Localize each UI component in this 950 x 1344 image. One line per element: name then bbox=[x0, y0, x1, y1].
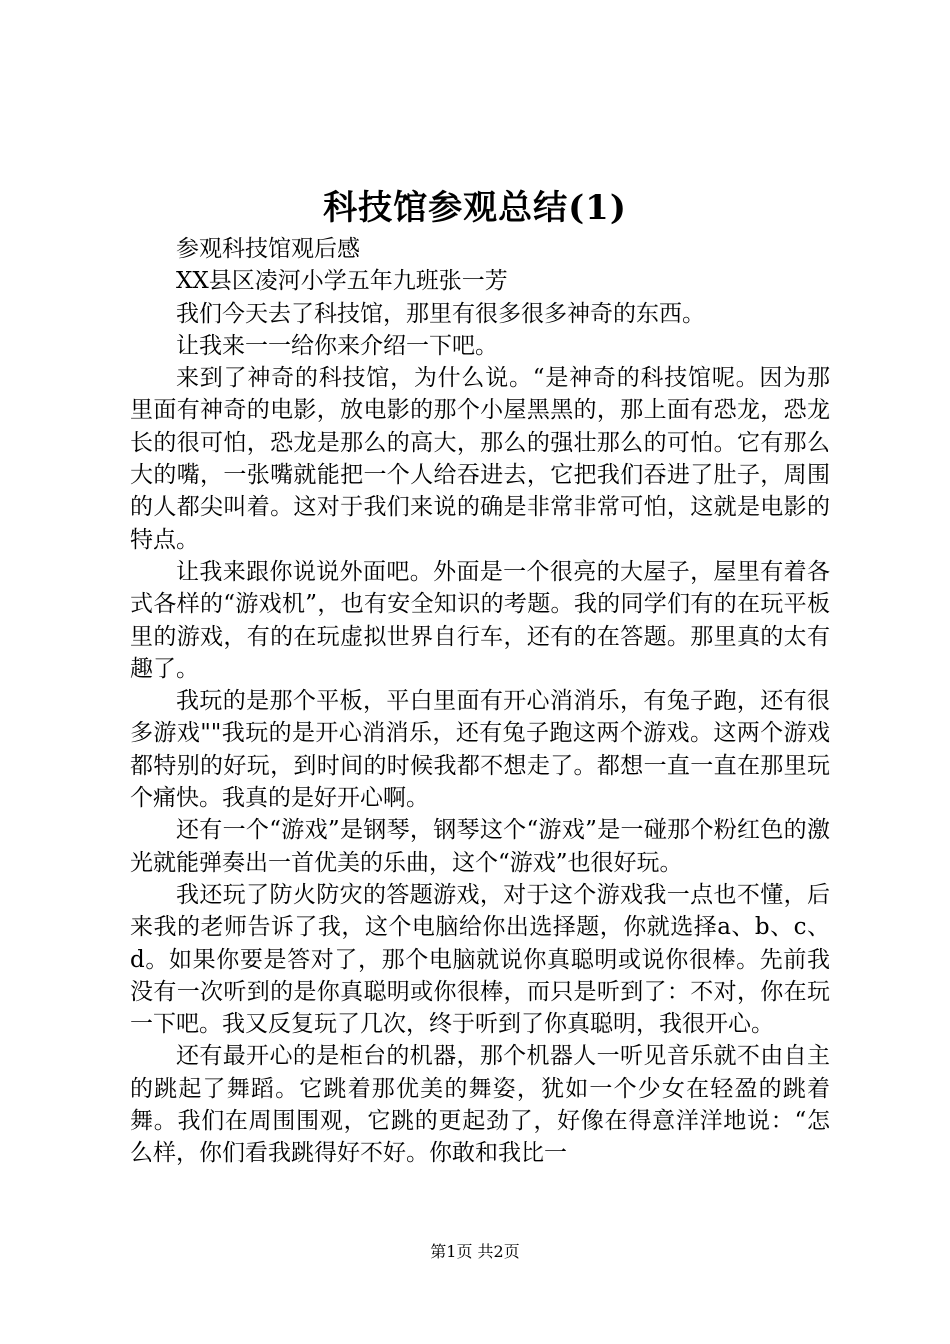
paragraph: 我还玩了防火防灾的答题游戏，对于这个游戏我一点也不懂，后来我的老师告诉了我，这个电脑给你出选择题，你就选择a、b、c、d。如果你要是答对了，那个电脑就说你真聪明或说你很棒。先前我没有一次听到的是你真聪明或你很棒，而只是听到了：不对，你在玩一下吧。我又反复玩了几次，终于听到了你真聪明，我很开心。 bbox=[130, 881, 830, 1038]
paragraph: 还有一个“游戏”是钢琴，钢琴这个“游戏”是一碰那个粉红色的激光就能弹奏出一首优美的乐曲，这个“游戏”也很好玩。 bbox=[130, 817, 830, 876]
paragraph-heading: 参观科技馆观后感 bbox=[176, 236, 360, 262]
paragraph-author: XX县区凌河小学五年九班张一芳 bbox=[176, 268, 508, 295]
paragraph: 我们今天去了科技馆，那里有很多很多神奇的东西。 bbox=[176, 300, 705, 327]
page-number-footer: 第1页 共2页 bbox=[430, 1242, 520, 1261]
document-title: 科技馆参观总结(1) bbox=[323, 188, 627, 228]
paragraph: 还有最开心的是柜台的机器，那个机器人一听见音乐就不由自主的跳起了舞蹈。它跳着那优美的舞姿，犹如一个少女在轻盈的跳着舞。我们在周围围观，它跳的更起劲了，好像在得意洋洋地说：“怎么样，你们看我跳得好不好。你敢和我比一 bbox=[130, 1043, 830, 1167]
paragraph: 让我来跟你说说外面吧。外面是一个很亮的大屋子，屋里有着各式各样的“游戏机”，也有安全知识的考题。我的同学们有的在玩平板里的游戏，有的在玩虚拟世界自行车，还有的在答题。那里真的太有趣了。 bbox=[130, 558, 830, 682]
paragraph: 我玩的是那个平板，平白里面有开心消消乐，有兔子跑，还有很多游戏""我玩的是开心消消乐，还有兔子跑这两个游戏。这两个游戏都特别的好玩，到时间的时候我都不想走了。都想一直一直在那里玩个痛快。我真的是好开心啊。 bbox=[130, 688, 830, 812]
paragraph: 让我来一一给你来介绍一下吧。 bbox=[176, 332, 498, 359]
paragraph: 来到了神奇的科技馆，为什么说。“是神奇的科技馆呢。因为那里面有神奇的电影，放电影的那个小屋黑黑的，那上面有恐龙，恐龙长的很可怕，恐龙是那么的高大，那么的强壮那么的可怕。它有那么大的嘴，一张嘴就能把一个人给吞进去，它把我们吞进了肚子，周围的人都尖叫着。这对于我们来说的确是非常非常可怕，这就是电影的特点。 bbox=[130, 365, 830, 553]
document-body bbox=[130, 233, 830, 1170]
